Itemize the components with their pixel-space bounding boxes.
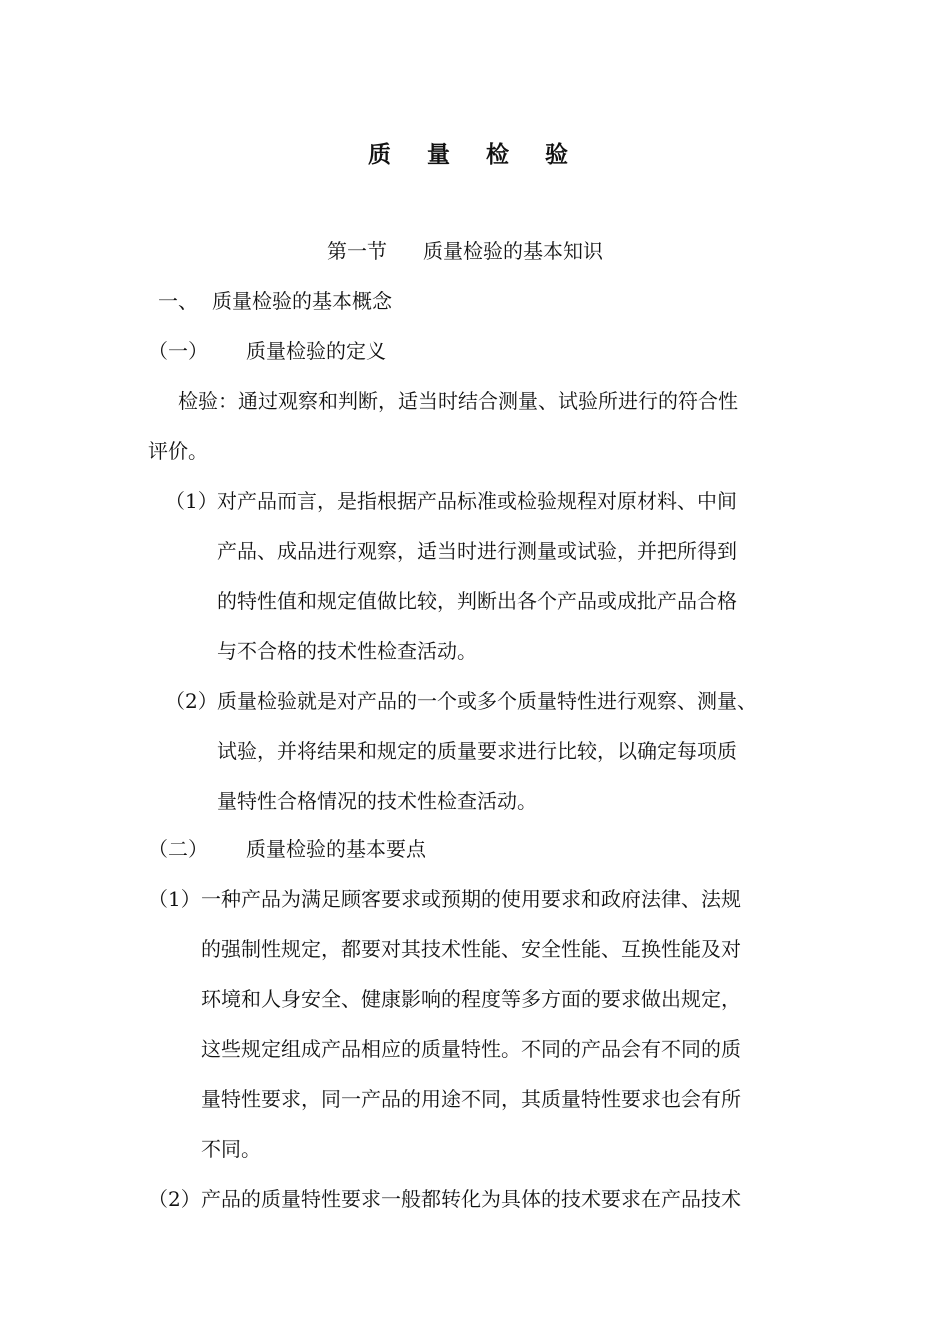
list-item-line: 与不合格的技术性检查活动。 bbox=[217, 639, 477, 663]
subheading-2 bbox=[148, 834, 426, 864]
subheading-1 bbox=[148, 336, 386, 366]
list-item-label: （2） bbox=[165, 689, 218, 713]
list-item-line: 环境和人身安全、健康影响的程度等多方面的要求做出规定， bbox=[201, 987, 741, 1011]
list-item-line: 量特性要求，同一产品的用途不同，其质量特性要求也会有所 bbox=[201, 1087, 741, 1111]
list-item-line: 产品的质量特性要求一般都转化为具体的技术要求在产品技术 bbox=[201, 1187, 741, 1211]
list-item-line: 这些规定组成产品相应的质量特性。不同的产品会有不同的质 bbox=[201, 1037, 741, 1061]
list-item-line: 不同。 bbox=[201, 1137, 261, 1161]
list-item-line: 量特性合格情况的技术性检查活动。 bbox=[217, 789, 537, 813]
section-heading bbox=[327, 236, 603, 266]
list-item-label: （1） bbox=[148, 887, 201, 911]
list-item-label: （2） bbox=[148, 1187, 201, 1211]
list-item-line: 质量检验就是对产品的一个或多个质量特性进行观察、测量、 bbox=[217, 689, 757, 713]
subheading-1-number: （一） bbox=[148, 339, 208, 363]
heading-1-title: 质量检验的基本概念 bbox=[212, 289, 392, 313]
definition-line: 评价。 bbox=[148, 439, 208, 463]
heading-1-number: 一、 bbox=[158, 289, 198, 313]
subheading-2-number: （二） bbox=[148, 837, 208, 861]
list-item-line: 一种产品为满足顾客要求或预期的使用要求和政府法律、法规 bbox=[201, 887, 741, 911]
list-item-line: 试验，并将结果和规定的质量要求进行比较，以确定每项质 bbox=[217, 739, 737, 763]
section-number: 第一节 bbox=[327, 239, 387, 263]
heading-1 bbox=[158, 286, 392, 316]
section-title: 质量检验的基本知识 bbox=[423, 239, 603, 263]
definition-line: 检验：通过观察和判断，适当时结合测量、试验所进行的符合性 bbox=[178, 389, 738, 413]
list-item-label: （1） bbox=[165, 489, 218, 513]
list-item-line: 的强制性规定，都要对其技术性能、安全性能、互换性能及对 bbox=[201, 937, 741, 961]
subheading-1-title: 质量检验的定义 bbox=[246, 339, 386, 363]
document-title: 质 量 检 验 bbox=[367, 141, 583, 168]
subheading-2-title: 质量检验的基本要点 bbox=[246, 837, 426, 861]
list-item-line: 产品、成品进行观察，适当时进行测量或试验，并把所得到 bbox=[217, 539, 737, 563]
list-item-line: 对产品而言，是指根据产品标准或检验规程对原材料、中间 bbox=[217, 489, 737, 513]
list-item-line: 的特性值和规定值做比较，判断出各个产品或成批产品合格 bbox=[217, 589, 737, 613]
